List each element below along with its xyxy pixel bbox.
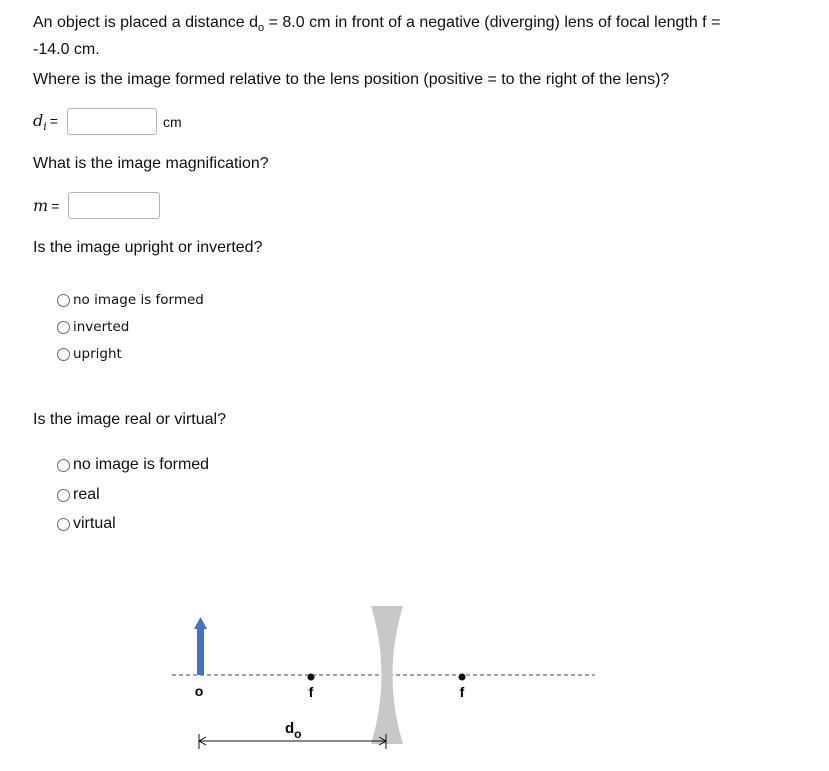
focal-right-label: f — [459, 684, 465, 700]
focal-point-right — [459, 674, 466, 681]
distance-label-sub: o — [294, 727, 302, 741]
di-subscript: i — [43, 120, 47, 134]
realness-option-label: real — [73, 486, 100, 503]
di-symbol: d — [33, 111, 44, 130]
intro-text-a: An object is placed a distance d — [33, 14, 259, 31]
object-arrow-head — [194, 617, 207, 629]
distance-label — [285, 720, 302, 741]
distance-label-main: d — [285, 720, 295, 737]
orientation-option-label: inverted — [73, 319, 130, 335]
intro-text-c: -14.0 cm. — [33, 41, 100, 59]
focal-left-label: f — [308, 684, 314, 700]
di-equals: = — [49, 113, 58, 129]
question-magnification: What is the image magnification? — [33, 155, 269, 172]
intro-subscript: o — [258, 22, 265, 35]
orientation-option-label: upright — [73, 346, 122, 362]
realness-option-label: no image is formed — [73, 456, 210, 473]
intro-text-b: = 8.0 cm in front of a negative (diverging) lens of focal length f = — [264, 14, 721, 31]
question-real-virtual: Is the image real or virtual? — [33, 411, 226, 428]
object-arrow-shaft — [197, 628, 204, 675]
question-orientation: Is the image upright or inverted? — [33, 239, 263, 256]
focal-point-left — [308, 674, 315, 681]
m-equals: = — [51, 198, 60, 214]
di-unit: cm — [163, 114, 182, 130]
orientation-option-label: no image is formed — [73, 292, 204, 308]
m-symbol: m — [33, 196, 49, 215]
object-label: o — [194, 683, 204, 699]
question-image-position: Where is the image formed relative to the lens position (positive = to the right of the lens)? — [33, 71, 670, 88]
realness-option-label: virtual — [73, 515, 116, 532]
